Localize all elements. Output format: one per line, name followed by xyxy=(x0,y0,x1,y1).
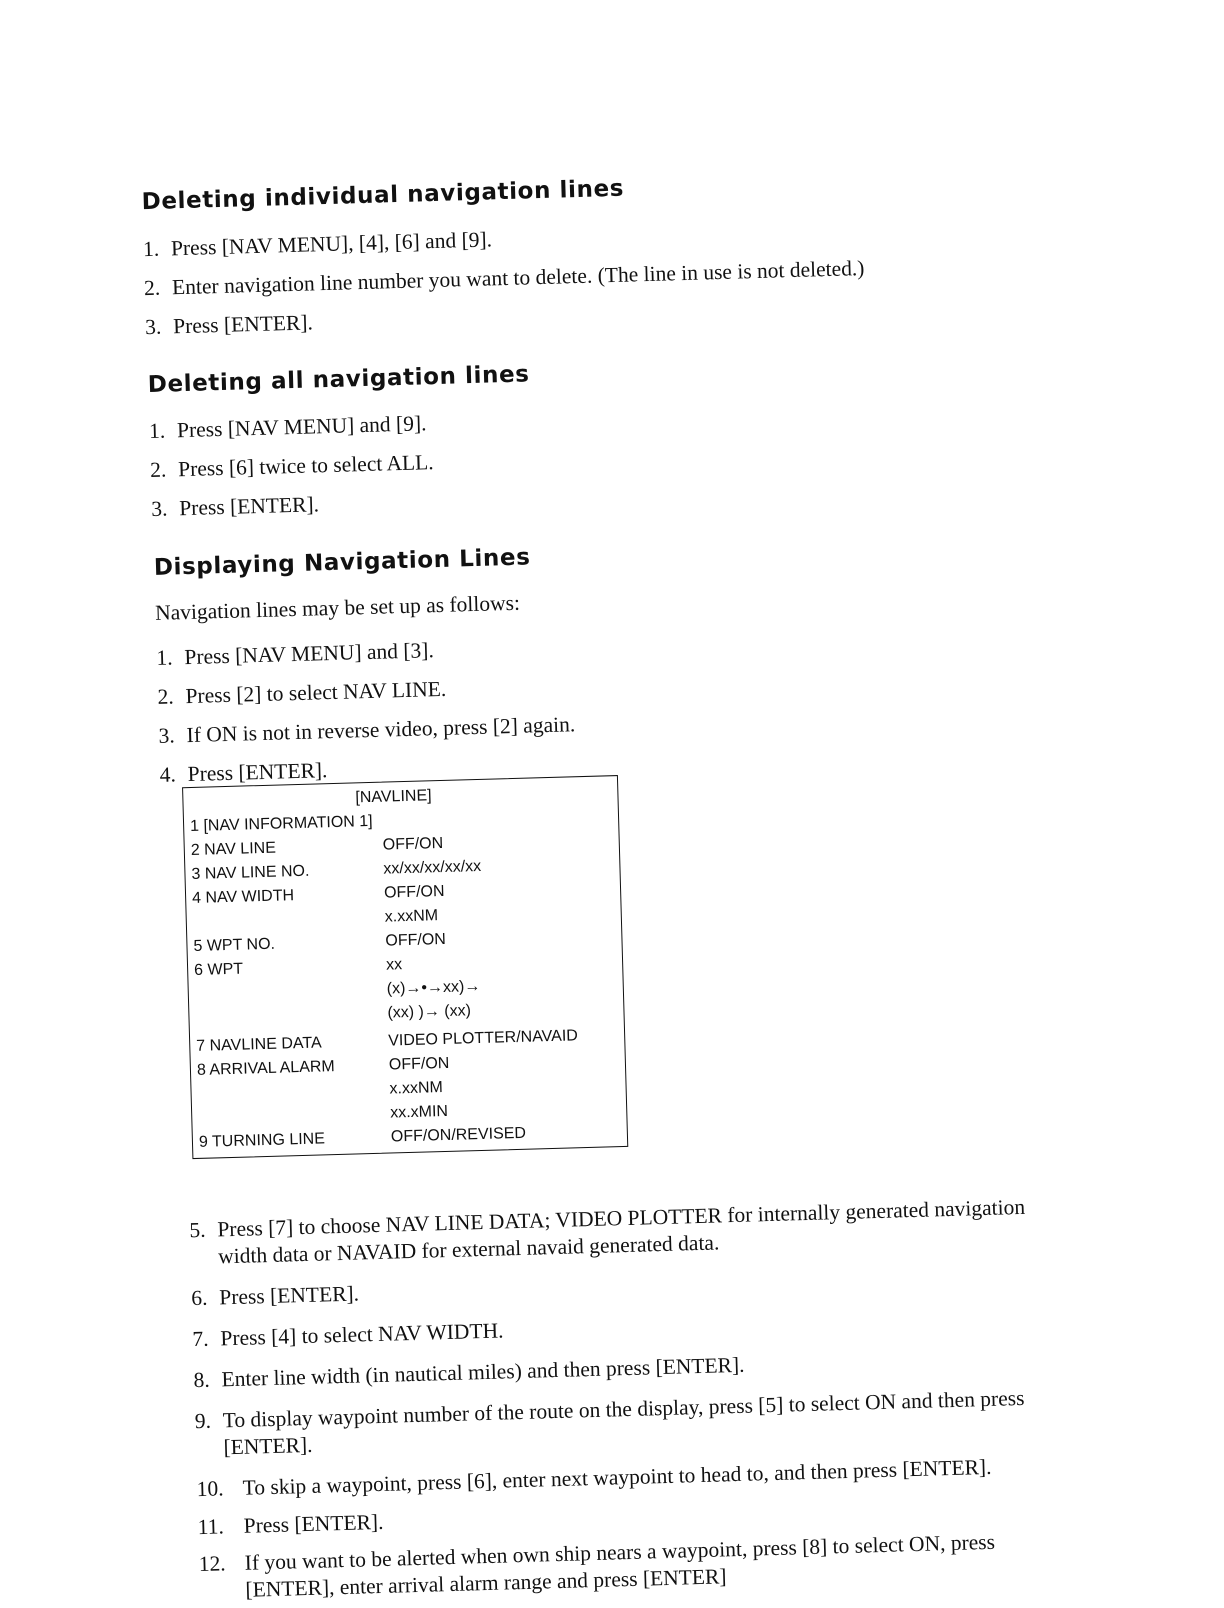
intro-text: Navigation lines may be set up as follows: xyxy=(154,590,521,625)
menu-row-label: 6 WPT xyxy=(193,960,244,979)
step-text: Enter line width (in nautical miles) and then press [ENTER]. xyxy=(221,1352,745,1392)
menu-row-label: 2 NAV LINE xyxy=(190,839,277,860)
menu-row-value: OFF/ON xyxy=(388,1054,450,1074)
menu-row-value: x.xxNM xyxy=(389,1079,444,1098)
step-text: Press [NAV MENU] and [9]. xyxy=(176,411,427,443)
step-item xyxy=(192,1317,504,1352)
menu-row-value: OFF/ON xyxy=(385,930,447,950)
step-item xyxy=(143,226,493,262)
menu-row-label: 5 WPT NO. xyxy=(193,935,276,955)
step-number: 1. xyxy=(148,418,166,444)
menu-row-value: xx/xx/xx/xx/xx xyxy=(383,857,482,878)
step-item xyxy=(149,410,427,444)
step-text: If you want to be alerted when own ship nears a waypoint, press [8] to select ON, press xyxy=(244,1529,996,1575)
menu-row-value: x.xxNM xyxy=(384,907,439,926)
heading-deleting-all: Deleting all navigation lines xyxy=(147,361,530,399)
step-text: Press [4] to select NAV WIDTH. xyxy=(220,1318,504,1351)
step-item xyxy=(151,491,319,522)
step-number: 7. xyxy=(192,1326,209,1352)
menu-row-label: 9 TURNING LINE xyxy=(198,1130,326,1151)
menu-row-value: OFF/ON/REVISED xyxy=(390,1124,527,1146)
menu-row-value: (xx) )→ (xx) xyxy=(387,1002,472,1022)
step-text: Press [2] to select NAV LINE. xyxy=(185,676,447,709)
menu-row-label: 3 NAV LINE NO. xyxy=(191,862,310,883)
step-number: 12. xyxy=(198,1551,226,1577)
step-number: 1. xyxy=(142,236,160,262)
menu-title: [NAVLINE] xyxy=(355,787,432,807)
step-number: 2. xyxy=(149,457,167,482)
menu-row-label: 4 NAV WIDTH xyxy=(191,887,295,907)
step-number: 6. xyxy=(190,1285,208,1311)
step-text: If ON is not in reverse video, press [2] again. xyxy=(186,712,576,748)
step-text: To skip a waypoint, press [6], enter next waypoint to head to, and then press [ENTER]. xyxy=(242,1454,992,1500)
heading-deleting-individual: Deleting individual navigation lines xyxy=(141,175,625,216)
step-text: Press [ENTER]. xyxy=(218,1281,360,1310)
step-text: Press [ENTER]. xyxy=(243,1509,384,1538)
step-number: 5. xyxy=(189,1217,206,1243)
heading-displaying: Displaying Navigation Lines xyxy=(153,544,531,581)
step-item xyxy=(158,711,575,749)
step-number: 2. xyxy=(143,275,161,301)
step-text: Press [NAV MENU] and [3]. xyxy=(184,638,435,670)
step-continuation: [ENTER], enter arrival alarm range and press [ENTER] xyxy=(245,1564,727,1602)
step-item xyxy=(157,676,446,710)
step-number: 11. xyxy=(197,1514,225,1540)
step-number: 1. xyxy=(156,645,173,670)
step-item xyxy=(197,1509,383,1540)
menu-row-value: xx.xMIN xyxy=(389,1102,449,1122)
step-item xyxy=(156,637,434,671)
menu-row-label: 8 ARRIVAL ALARM xyxy=(196,1058,335,1079)
step-number: 8. xyxy=(193,1367,211,1393)
step-item xyxy=(150,449,434,483)
step-continuation: width data or NAVAID for external navaid generated data. xyxy=(217,1230,720,1269)
step-text: Press [6] twice to select ALL. xyxy=(177,450,434,482)
step-number: 9. xyxy=(194,1408,212,1434)
step-text: Enter navigation line number you want to delete. (The line in use is not deleted.) xyxy=(171,255,865,300)
menu-row-label: 7 NAVLINE DATA xyxy=(196,1034,322,1055)
step-item xyxy=(145,309,313,340)
step-continuation: [ENTER]. xyxy=(223,1432,313,1460)
menu-row-value: OFF/ON xyxy=(382,834,444,854)
menu-row-value: OFF/ON xyxy=(383,882,445,902)
navline-menu-figure xyxy=(182,775,628,1159)
step-number: 2. xyxy=(157,684,174,709)
step-item xyxy=(191,1280,359,1311)
step-number: 3. xyxy=(158,723,176,748)
step-item xyxy=(144,255,865,301)
menu-row-value: (x)→•→xx)→ xyxy=(386,977,481,998)
step-item xyxy=(193,1352,745,1393)
step-number: 4. xyxy=(159,762,177,787)
step-item xyxy=(194,1385,1024,1434)
step-text: Press [NAV MENU], [4], [6] and [9]. xyxy=(170,227,493,261)
step-text: Press [ENTER]. xyxy=(172,310,314,339)
step-text: Press [ENTER]. xyxy=(178,492,320,521)
step-item xyxy=(196,1454,991,1502)
step-text: To display waypoint number of the route on the display, press [5] to select ON and then press xyxy=(222,1385,1025,1433)
step-number: 3. xyxy=(144,314,162,340)
step-text: Press [7] to choose NAV LINE DATA; VIDEO PLOTTER for internally generated navigation xyxy=(217,1194,1026,1242)
step-text: Press [ENTER]. xyxy=(187,758,328,787)
step-number: 10. xyxy=(196,1476,224,1502)
menu-row-value: xx xyxy=(385,956,403,974)
menu-row-label: 1 [NAV INFORMATION 1] xyxy=(189,812,373,836)
menu-row-value: VIDEO PLOTTER/NAVAID xyxy=(387,1027,579,1050)
step-number: 3. xyxy=(150,496,168,521)
